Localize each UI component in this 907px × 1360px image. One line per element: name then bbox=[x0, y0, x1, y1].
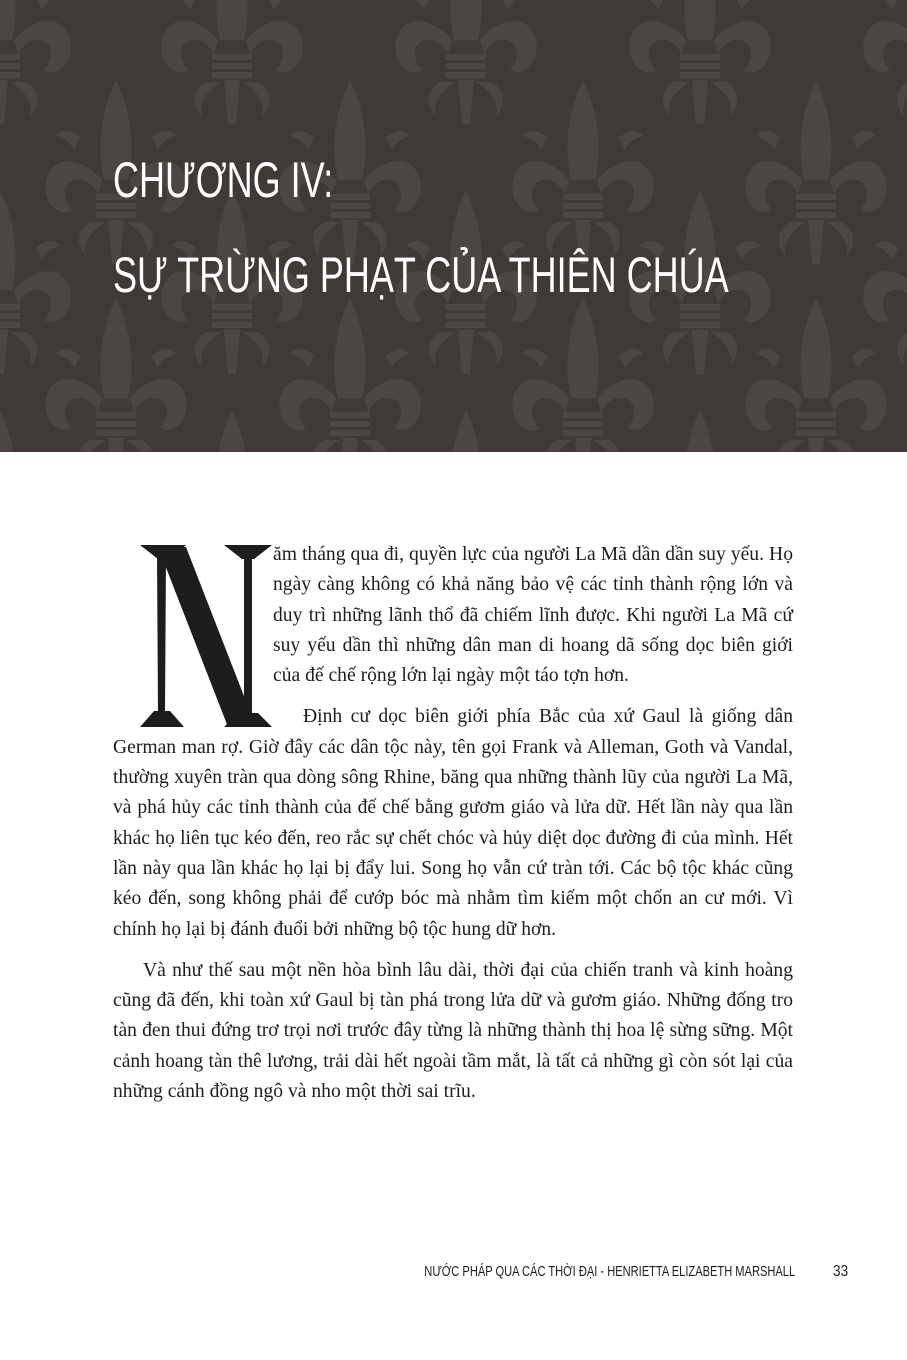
running-title: NƯỚC PHÁP QUA CÁC THỜI ĐẠI - HENRIETTA ELIZABETH MARSHALL bbox=[424, 1263, 795, 1280]
paragraph-2: Định cư dọc biên giới phía Bắc của xứ Gaul là giống dân German man rợ. Giờ đây các dân tộc này, tên gọi Frank và Alleman, Goth và Vandal, thường xuyên tràn qua dòng sông Rhine, băng qua những thành lũy của người La Mã, và phá hủy các tỉnh thành của đế chế bằng gươm giáo và lửa dữ. Hết lần này qua lần khác họ liên tục kéo đến, reo rắc sự chết chóc và hủy diệt dọc đường đi của mình. Hết lần này qua lần khác họ lại bị đẩy lui. Song họ vẫn cứ tràn tới. Các bộ tộc khác cũng kéo đến, song không phải để cướp bóc mà nhằm tìm kiếm một chốn an cư mới. Vì chính họ lại bị đánh đuổi bởi những bộ tộc hung dữ hơn. bbox=[113, 706, 793, 940]
paragraph-1-text: ăm tháng qua đi, quyền lực của người La Mã dần dần suy yếu. Họ ngày càng không có khả năng bảo vệ các tỉnh thành rộng lớn và duy trì những lãnh thổ đã chiếm lĩnh được. Khi người La Mã cứ suy yếu dần thì những dân man di hoang dã sống dọc biên giới của đế chế rộng lớn lại ngày một táo tợn hơn. bbox=[273, 544, 793, 687]
chapter-title bbox=[113, 133, 729, 323]
paragraph-1 bbox=[113, 540, 793, 691]
chapter-label: CHƯƠNG IV: bbox=[113, 152, 334, 208]
paragraph-3: Và như thế sau một nền hòa bình lâu dài, thời đại của chiến tranh và kinh hoàng cũng đã đến, khi toàn xứ Gaul bị tàn phá trong lửa dữ và gươm giáo. Những đống tro tàn đen thui đứng trơ trọi nơi trước đây từng là những thành thị hoa lệ sừng sững. Một cảnh hoang tàn thê lương, trải dài hết ngoài tầm mắt, là tất cả những gì còn sót lại của những cánh đồng ngô và nho một thời sai trĩu. bbox=[113, 959, 793, 1103]
chapter-body bbox=[113, 540, 793, 1118]
page-number: 33 bbox=[833, 1263, 849, 1280]
chapter-name: SỰ TRỪNG PHẠT CỦA THIÊN CHÚA bbox=[113, 247, 729, 303]
dropcap bbox=[113, 545, 273, 731]
running-footer bbox=[0, 1261, 907, 1285]
dropcap-letter-n-icon bbox=[140, 545, 272, 727]
chapter-header-banner bbox=[0, 0, 907, 452]
